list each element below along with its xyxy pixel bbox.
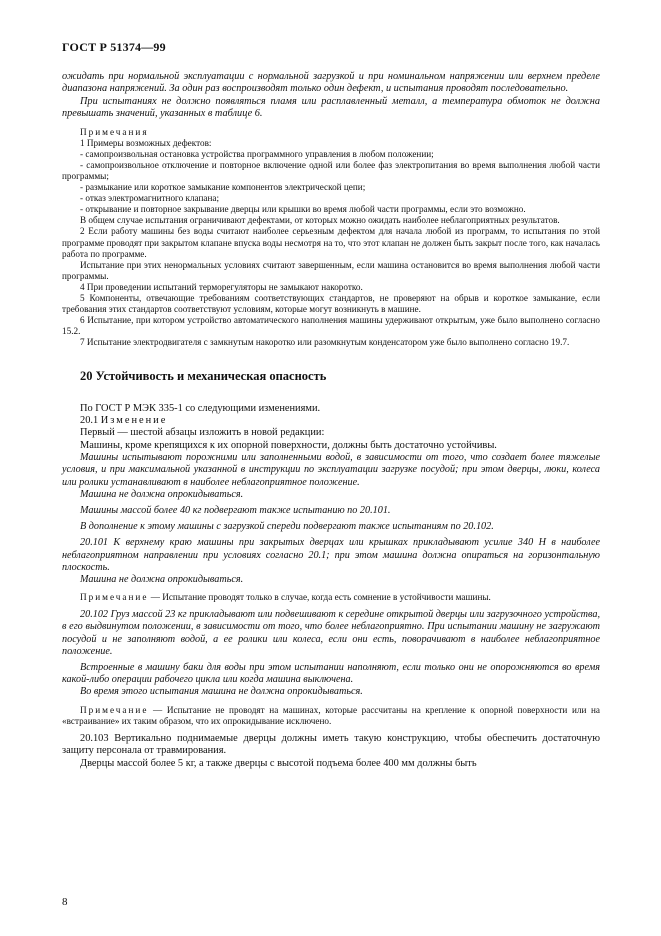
section-heading: 20 Устойчивость и механическая опасность (80, 368, 327, 383)
paragraph: Машины массой более 40 кг подвергают также испытанию по 20.101. (80, 504, 391, 516)
continuation-paragraph: ожидать при нормальной эксплуатации с нормальной загрузкой и при номинальном напряжении или верхнем пределе диапазона напряжений. За один раз воспроизводят только один дефект, и испытания проводят последовательно. (62, 71, 600, 95)
note-item: 7 Испытание электродвигателя с замкнутым накоротко или разомкнутым конденсатором уже было выполнено согласно 19.7. (80, 337, 570, 348)
paragraph: Дверцы массой более 5 кг, а также дверцы с высотой подъема более 400 мм должны быть (80, 757, 477, 769)
notes-title: Примечания (80, 126, 149, 137)
note-item: 2 Если работу машины без воды считают наиболее серьезным дефектом для начала любой из программ, то испытания по этой программе проводят при закрытом клапане впуска воды несмотря на то, что этот клапан не должен быть закрыт после того, как началась работа по программе. (62, 226, 600, 259)
note-text: — Испытание проводят только в случае, когда есть сомнение в устойчивости машины. (148, 592, 491, 603)
note-item: 5 Компоненты, отвечающие требованиям соответствующих стандартов, не проверяют на обрыв и короткое замыкание, если требования этих стандартов соответствуют условиям, которые могут возникнуть в машине. (62, 293, 600, 315)
paragraph: Встроенные в машину баки для воды при этом испытании наполняют, если только они не опорожняются во время какой-либо операции рабочего цикла или когда машина выключена. (62, 662, 600, 686)
paragraph: Машина не должна опрокидываться. (80, 573, 244, 585)
note-text: — Испытание не проводят на машинах, которые рассчитаны на крепление к опорной поверхности или на «встраивание» их таким образом, что их опрокидывание исключено. (62, 704, 600, 726)
document-page (62, 40, 600, 770)
paragraph: Машины испытывают порожними или заполненными водой, в зависимости от того, что создает более тяжелые условия, и при максимальной указанной в инструкции по эксплуатации загрузке посудой; при этом дверцы, люки, колеса или ролики устанавливают в наиболее неблагоприятное положение. (62, 452, 600, 488)
note-paragraph (62, 592, 600, 603)
notes-list (62, 138, 600, 349)
clause-20-102: 20.102 Груз массой 23 кг прикладывают или подвешивают к середине открытой дверцы или загрузочного устройства, в его выдвинутом положении, в зависимости от того, что более неблагоприятно. При испытании машину не загружают посудой и не заполняют водой, а ее ролики или колеса, если они есть, поворачивают в наиболее неблагоприятное положение. (62, 609, 600, 657)
note-item: - размыкание или короткое замыкание компонентов электрической цепи; (80, 182, 366, 193)
note-item: Испытание при этих ненормальных условиях считают завершенным, если машина остановится во время выполнения любой части программы. (62, 259, 600, 281)
clause-20-1 (62, 415, 600, 427)
note-paragraph (62, 705, 600, 727)
paragraph: Первый — шестой абзацы изложить в новой редакции: (80, 427, 325, 439)
note-label: Примечание (80, 704, 149, 715)
note-item: - отказ электромагнитного клапана; (80, 193, 220, 204)
flame-paragraph: При испытаниях не должно появляться пламя или расплавленный металл, а температура обмоток не должна превышать значений, указанных в таблице 6. (62, 95, 600, 120)
section-intro: По ГОСТ Р МЭК 335-1 со следующими изменениями. (80, 402, 321, 414)
page-number: 8 (62, 896, 68, 908)
note-item: В общем случае испытания ограничивают дефектами, от которых можно ожидать наиболее неблагоприятных результатов. (80, 215, 560, 226)
note-item: - самопроизвольная остановка устройства программного управления в любом положении; (80, 148, 434, 159)
clause-number: 20.1 (80, 414, 99, 426)
clause-20-101: 20.101 К верхнему краю машины при закрытых дверцах или крышках прикладывают усилие 340 Н в наиболее неблагоприятном направлении при условиях согласно 20.1; при этом машина должна опираться на горизонтальную плоскость. (62, 537, 600, 573)
note-label: Примечание (80, 592, 149, 603)
paragraph: В дополнение к этому машины с загрузкой спереди подвергают также испытаниям по 20.102. (80, 521, 494, 533)
paragraph: Машина не должна опрокидываться. (80, 488, 244, 500)
paragraph: Машины, кроме крепящихся к их опорной поверхности, должны быть достаточно устойчивы. (80, 439, 497, 451)
document-header: ГОСТ Р 51374—99 (62, 40, 166, 54)
note-item: - открывание и повторное закрывание дверцы или крышки во время любой части программы, если это возможно. (80, 204, 526, 215)
note-item: 1 Примеры возможных дефектов: (80, 137, 212, 148)
note-item: 6 Испытание, при котором устройство автоматического наполнения машины удерживают открытым, уже было выполнено согласно 15.2. (62, 315, 600, 337)
note-item: 4 При проведении испытаний терморегуляторы не замыкают накоротко. (80, 281, 363, 292)
clause-20-103: 20.103 Вертикально поднимаемые дверцы должны иметь такую конструкцию, чтобы обеспечить достаточную защиту персонала от травмирования. (62, 732, 600, 757)
note-item: - самопроизвольное отключение и повторное включение одной или более фаз электропитания во время выполнения любой части программы; (62, 159, 600, 181)
paragraph: Во время этого испытания машина не должна опрокидываться. (80, 686, 363, 698)
clause-label: Изменение (100, 414, 168, 426)
